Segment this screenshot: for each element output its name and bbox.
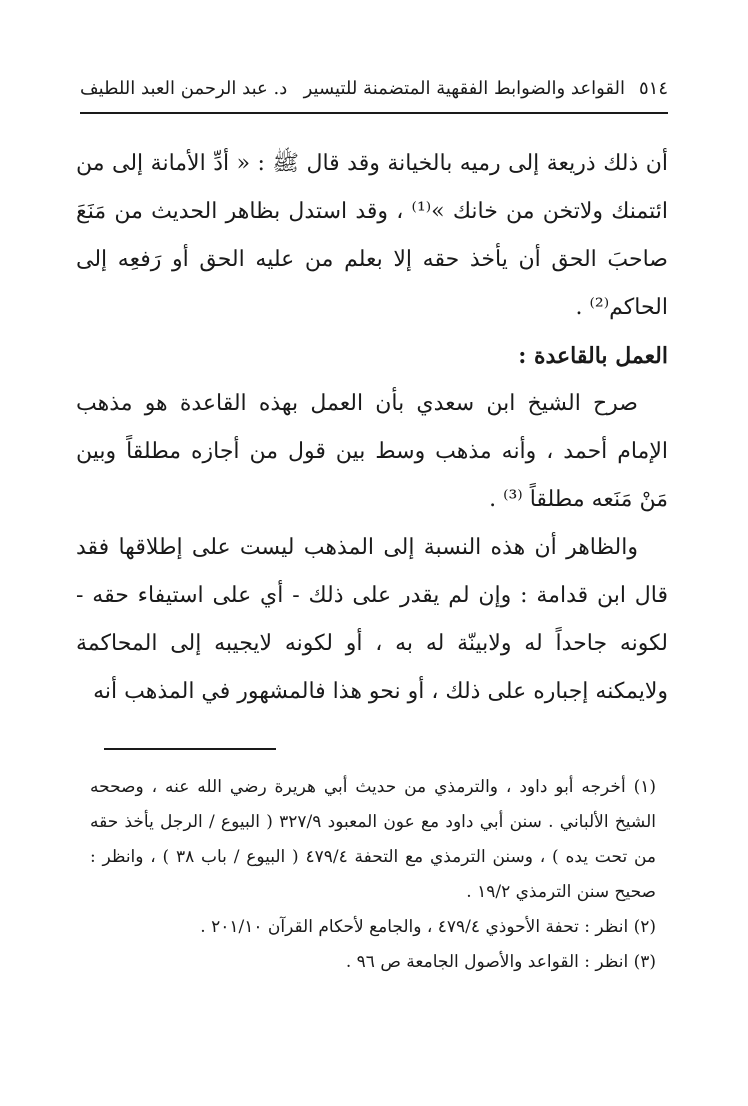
- page-header: [80, 70, 668, 106]
- header-divider: [80, 112, 668, 114]
- book-title: القواعد والضوابط الفقهية المتضمنة للتيسير: [303, 77, 625, 99]
- author-name: د. عبد الرحمن العبد اللطيف: [80, 77, 288, 99]
- footnote-3: (٣) انظر : القواعد والأصول الجامعة ص ٩٦ .: [345, 952, 656, 972]
- paragraph-3: والظاهر أن هذه النسبة إلى المذهب ليست على إطلاقها فقد قال ابن قدامة : وإن لم يقدر على ذلك - أي على استيفاء حقه - لكونه جاحداً له ولابينّة له به ، أو لكونه لايجيبه إلى المحاكمة ولايمكنه إجباره على ذلك ، أو نحو هذا فالمشهور في المذهب أنه: [76, 535, 668, 704]
- main-text: [76, 140, 668, 716]
- header-right-group: [304, 78, 668, 99]
- footnote-divider: [104, 748, 276, 750]
- section-heading: العمل بالقاعدة :: [518, 343, 668, 369]
- footnotes: [90, 770, 656, 980]
- footnote-1: (١) أخرجه أبو داود ، والترمذي من حديث أبي هريرة رضي الله عنه ، وصححه الشيخ الألباني . سنن أبي داود مع عون المعبود ٣٢٧/٩ ( البيوع / الرجل يأخذ حقه من تحت يده ) ، وسنن الترمذي مع التحفة ٤٧٩/٤ ( البيوع / باب ٣٨ ) ، وانظر : صحيح سنن الترمذي ١٩/٢ .: [90, 777, 656, 902]
- paragraph-2: صرح الشيخ ابن سعدي بأن العمل بهذه القاعدة هو مذهب الإمام أحمد ، وأنه مذهب وسط بين قول من أجازه مطلقاً وبين مَنْ مَنَعه مطلقاً ⁽³⁾ .: [76, 391, 668, 512]
- footnote-2: (٢) انظر : تحفة الأحوذي ٤٧٩/٤ ، والجامع لأحكام القرآن ٢٠١/١٠ .: [200, 917, 656, 937]
- page-number: ٥١٤: [638, 77, 668, 99]
- paragraph-1: أن ذلك ذريعة إلى رميه بالخيانة وقد قال ﷺ : « أدِّ الأمانة إلى من ائتمنك ولاتخن من خانك »⁽¹⁾ ، وقد استدل بظاهر الحديث من مَنَعَ صاحبَ الحق أن يأخذ حقه إلا بعلم من عليه الحق أو رَفعِه إلى الحاكم⁽²⁾ .: [76, 151, 668, 320]
